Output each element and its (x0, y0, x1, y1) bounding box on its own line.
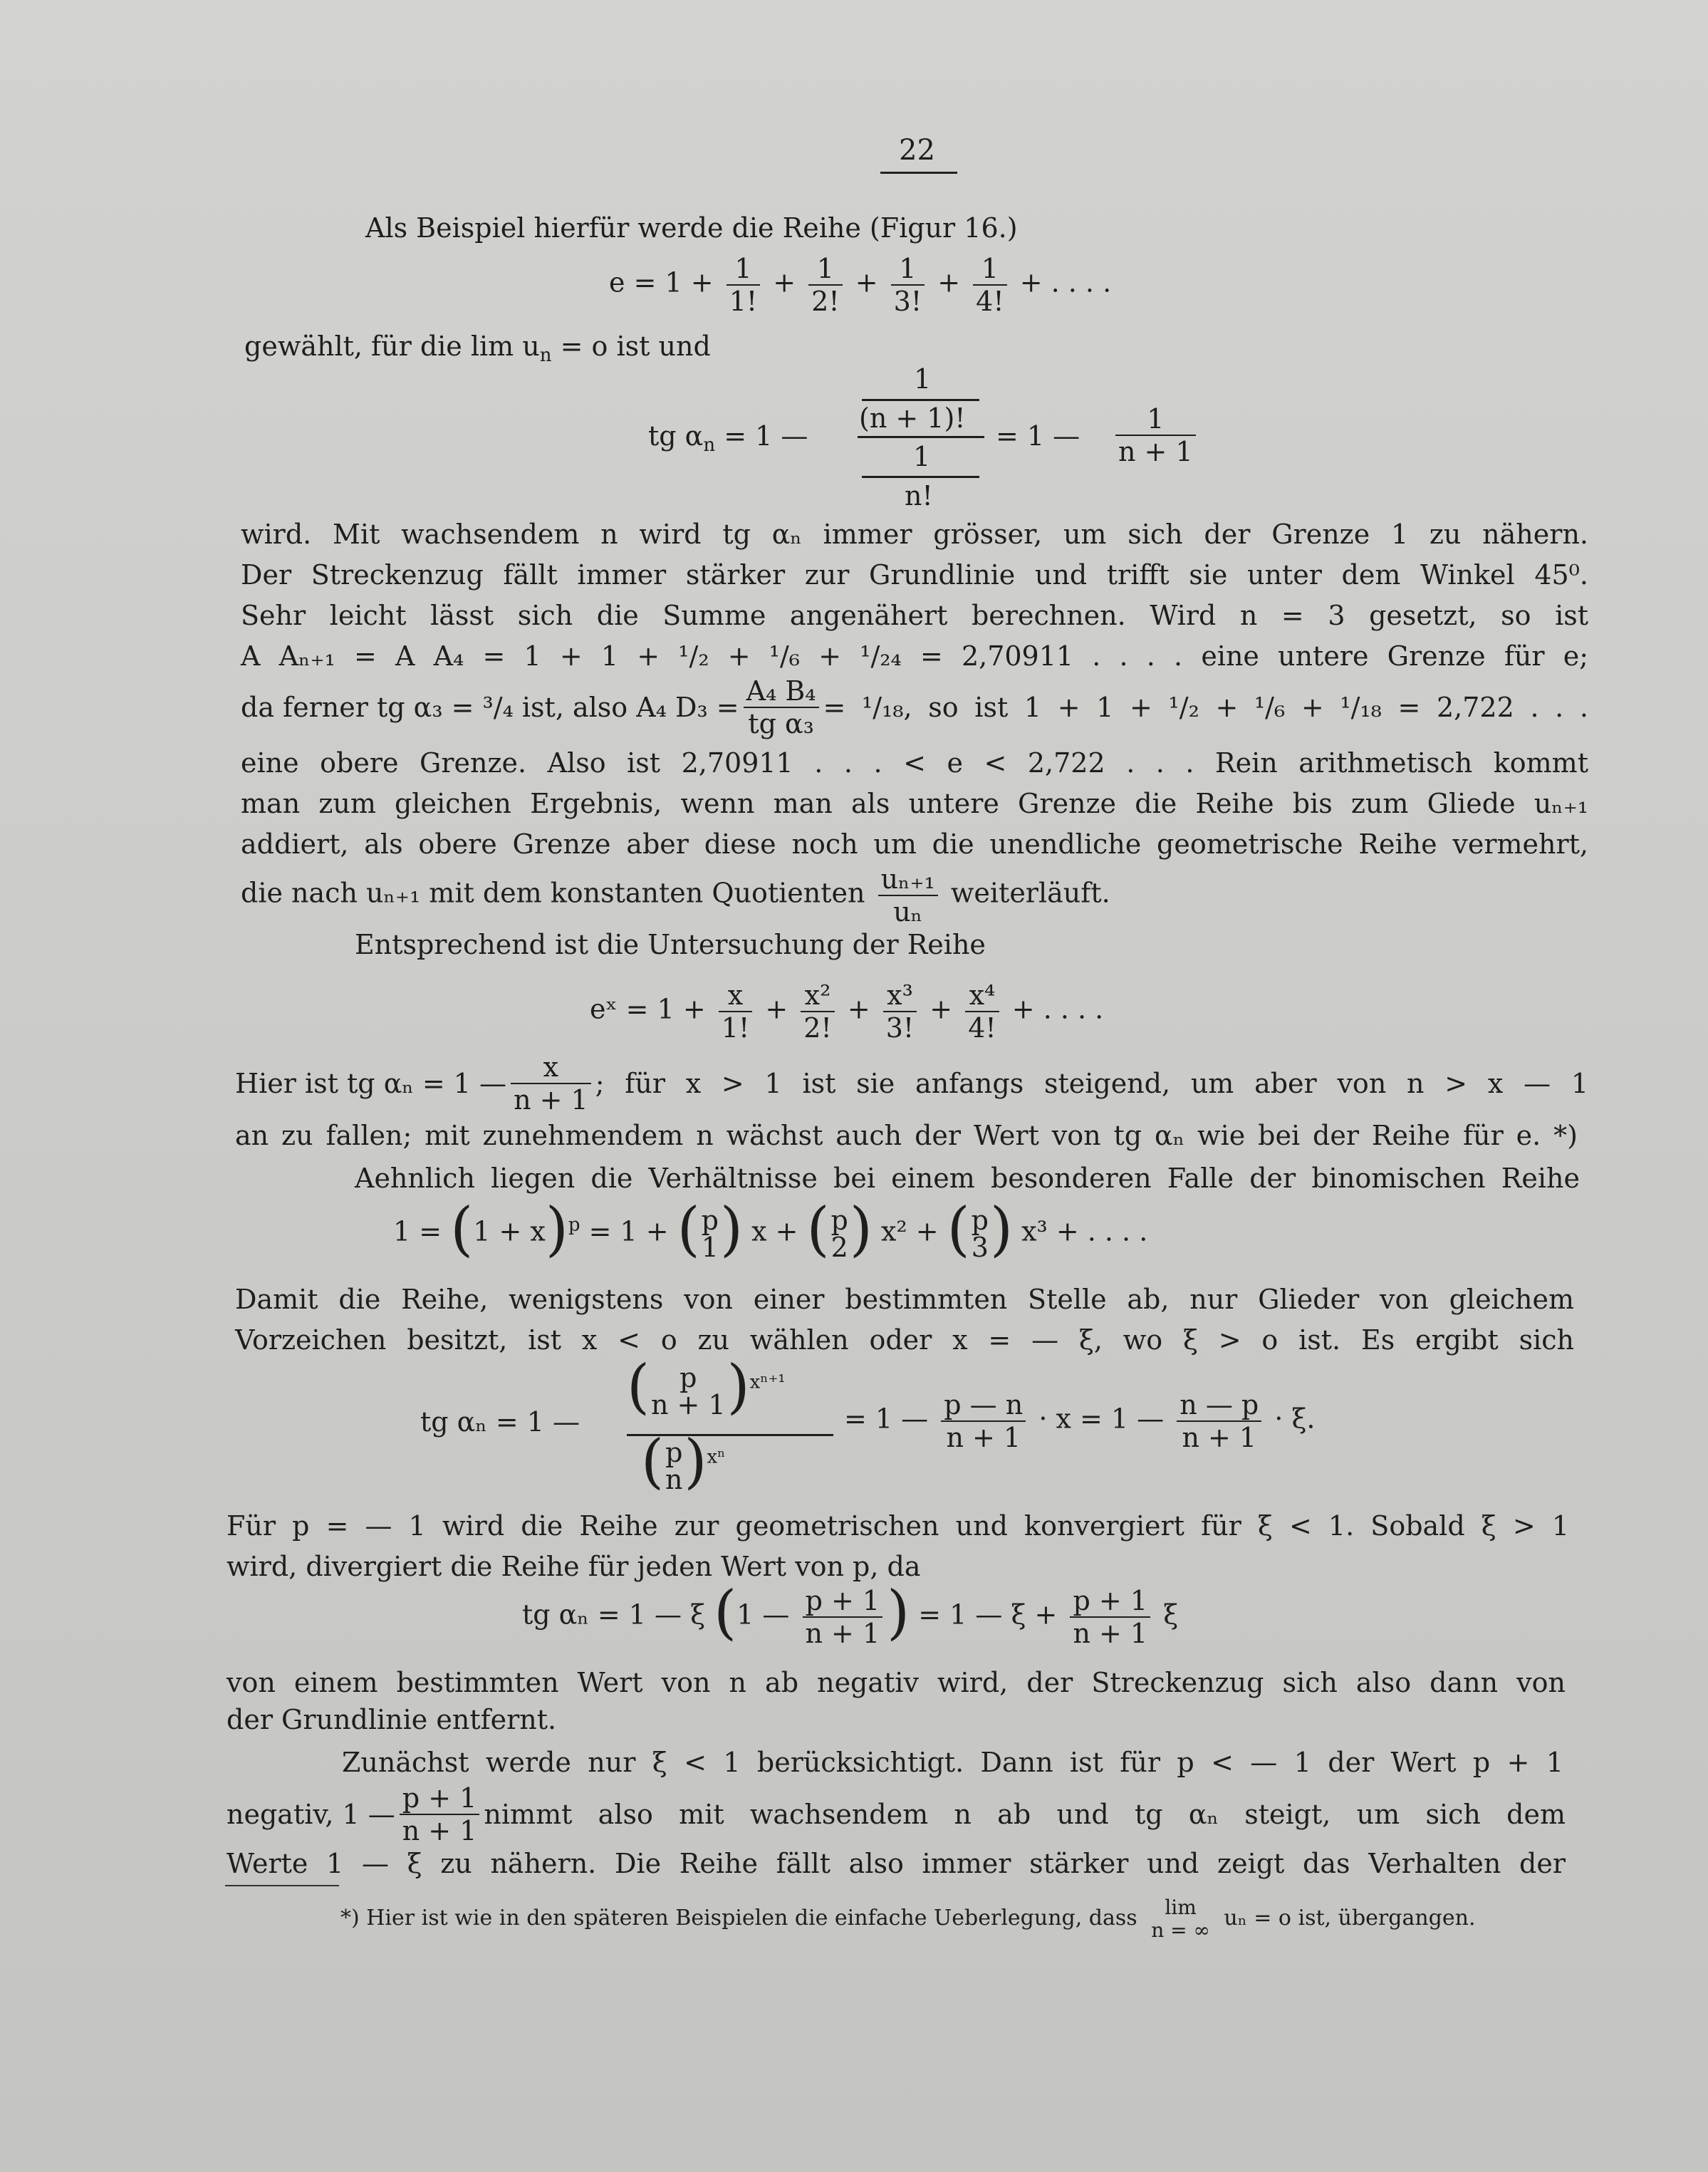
footnote: *) Hier ist wie in den späteren Beispielen die einfache Ueberlegung, dass lim n = ∞ uₙ = o ist, übergangen. (340, 1896, 1476, 1942)
paragraph-line: Aehnlich liegen die Verhältnisse bei einem besonderen Falle der binomischen Reihe (355, 1163, 1580, 1194)
compound-bottom: n! (905, 480, 933, 511)
page-number-rule (880, 172, 957, 174)
eq5-numerator: ( p n + 1 )$^{x^{n+1}}$ (627, 1353, 786, 1421)
fraction: $\frac{1}{3!}$ (891, 253, 925, 317)
line-entsprechend: Entsprechend ist die Untersuchung der Reihe (355, 929, 986, 960)
paragraph-line: an zu fallen; mit zunehmendem n wächst auch der Wert von tg αₙ wie bei der Reihe für e. *) (235, 1120, 1578, 1151)
paragraph-line: Für p = — 1 wird die Reihe zur geometrischen und konvergiert für ξ < 1. Sobald ξ > 1 (226, 1510, 1569, 1542)
page-number: 22 (899, 134, 935, 167)
paragraph-line: addiert, als obere Grenze aber diese noch um die unendliche geometrische Reihe vermehrt, (241, 828, 1588, 860)
paragraph-line: eine obere Grenze. Also ist 2,70911 . . . < e < 2,722 . . . Rein arithmetisch kommt (241, 747, 1588, 779)
eq5-denominator: ( p n )$^{x^n}$ (641, 1428, 726, 1496)
compound-mid-den: 1 (913, 441, 931, 472)
paragraph-line: der Grundlinie entfernt. (226, 1704, 557, 1735)
equation-ex-series: eˣ = 1 + $\frac{x}{1!}$ + $\frac{\text{x²}}{2!}$ + $\frac{\text{x³}}{3!}$ + $\frac{\text{x⁴}}{4!}$ + . . . . (590, 980, 1104, 1044)
equation-e-series: e = 1 + $\frac{1}{1!}$ + $\frac{1}{2!}$ + $\frac{1}{3!}$ + $\frac{1}{4!}$ + . . . . (609, 253, 1112, 317)
paragraph-line: Vorzeichen besitzt, ist x < o zu wählen oder x = — ξ, wo ξ > o ist. Es ergibt sich (235, 1324, 1574, 1356)
fraction: $\frac{1}{2!}$ (808, 253, 842, 317)
compound-mid-num: (n + 1)! (859, 402, 966, 434)
fraction: $\frac{1}{1!}$ (727, 253, 760, 317)
fraction: $\frac{1}{n + 1}$ (1111, 403, 1200, 467)
rule (862, 476, 979, 478)
line-da-ferner: da ferner tg α₃ = ³/₄ ist, also A₄ D₃ = $\frac{\text{A₄ B₄}}{\text{tg α₃}}$ = ¹/₁₈, so ist 1 + 1 + ¹/₂ + ¹/₆ + ¹/₁₈ = 2,722 . . . (241, 675, 1588, 739)
equation-divergent: tg αₙ = 1 — ξ (1 — $\frac{p + 1}{n + 1}$ ) = 1 — ξ + $\frac{p + 1}{n + 1}$ ξ (522, 1579, 1179, 1649)
paragraph-line: Damit die Reihe, wenigstens von einer bestimmten Stelle ab, nur Glieder von gleichem (235, 1284, 1574, 1315)
eq5-rhs: = 1 — $\frac{p — n}{n + 1}$ · x = 1 — $\frac{n — p}{n + 1}$ · ξ. (844, 1389, 1316, 1453)
line-negativ: negativ, 1 — $\frac{p + 1}{n + 1}$ nimmt also mit wachsendem n ab und tg αₙ steigt, um sich dem (226, 1782, 1566, 1846)
eq-lhs: e = 1 + (609, 266, 714, 298)
paragraph-line: wird. Mit wachsendem n wird tg αₙ immer grösser, um sich der Grenze 1 zu nähern. (241, 519, 1588, 550)
paragraph-line: Werte 1 — ξ zu nähern. Die Reihe fällt also immer stärker und zeigt das Verhalten der (226, 1848, 1566, 1879)
paragraph-line: wird, divergiert die Reihe für jeden Wert von p, da (226, 1551, 921, 1582)
intro-line: Als Beispiel hierfür werde die Reihe (Figur 16.) (365, 212, 1018, 244)
line-gewaehlt: gewählt, für die $\lim u_n = o$ ist und (244, 331, 711, 366)
compound-top: 1 (914, 363, 932, 395)
line-hier-ist: Hier ist tg αₙ = 1 — $\frac{x}{n + 1}$ ; für x > 1 ist sie anfangs steigend, um aber von n > x — 1 (235, 1051, 1588, 1116)
main-fraction-rule (858, 436, 984, 438)
tg-alpha-lhs: tg $\alpha_n = 1$ — (648, 420, 808, 456)
fraction: $\frac{1}{4!}$ (973, 253, 1006, 317)
line-quotient: die nach uₙ₊₁ mit dem konstanten Quotienten $\frac{\text{uₙ₊₁}}{\text{uₙ}}$ weiterläuft. (241, 863, 1110, 927)
equation-binomial: $1 = (1 + x)^p = 1$ + ( p 1 ) x + ( p 2 ) x² + ( p 3 ) x³ + . . . . (393, 1195, 1148, 1264)
paragraph-line: von einem bestimmten Wert von n ab negativ wird, der Streckenzug sich also dann von (226, 1667, 1566, 1698)
paragraph-line: Zunächst werde nur ξ < 1 berücksichtigt. Dann ist für p < — 1 der Wert p + 1 (342, 1747, 1563, 1778)
eq5-lhs: tg αₙ = 1 — (420, 1406, 580, 1438)
paragraph-line: man zum gleichen Ergebnis, wenn man als untere Grenze die Reihe bis zum Gliede uₙ₊₁ (241, 788, 1588, 819)
paragraph-line: Sehr leicht lässt sich die Summe angenähert berechnen. Wird n = 3 gesetzt, so ist (241, 600, 1588, 631)
tg-alpha-rhs: = 1 — (996, 420, 1080, 452)
paragraph-line: Der Streckenzug fällt immer stärker zur Grundlinie und trifft sie unter dem Winkel 45⁰. (241, 559, 1588, 591)
paragraph-line: A Aₙ₊₁ = A A₄ = 1 + 1 + ¹/₂ + ¹/₆ + ¹/₂₄ = 2,70911 . . . . eine untere Grenze für e; (241, 640, 1588, 672)
footnote-rule (225, 1885, 339, 1886)
